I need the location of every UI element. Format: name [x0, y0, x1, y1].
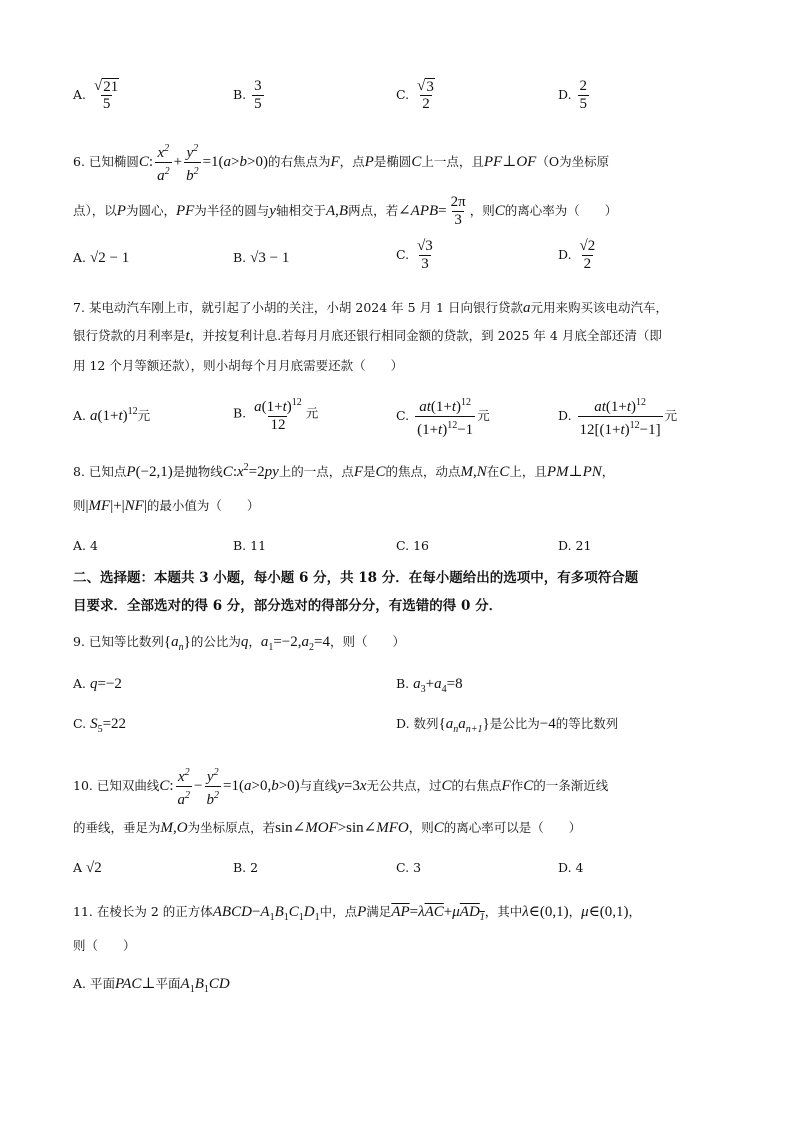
text: 上，且 — [509, 464, 547, 479]
q6-option-c: C. $\frac{√3}{3}$ — [396, 238, 433, 272]
option-label: A — [73, 860, 83, 875]
q8-option-a: A. 4 — [73, 538, 98, 553]
q9-option-b: B. $a_3+a_4=8$ — [396, 676, 463, 695]
text: 8. 已知点 — [73, 464, 127, 479]
q8-option-d: D. 21 — [558, 538, 592, 553]
option-value: √3 − 1 — [250, 250, 290, 266]
q10-option-d: D. 4 — [558, 860, 584, 875]
text: 元用来购买该电动汽车， — [530, 300, 668, 315]
fraction: √ 21 5 — [94, 78, 119, 112]
text: 的一条渐近线 — [533, 778, 609, 793]
fraction: √ 3 2 — [417, 78, 434, 112]
text: ， — [568, 904, 582, 919]
text: 与直线 — [299, 778, 338, 793]
text: ，其中 — [484, 904, 523, 919]
q7-line2: 银行贷款的月利率是t，并按复利计息.若每月月底还银行相同金额的贷款，到 2025 年 4 月底全部还清（即 — [73, 328, 662, 344]
radicand: 3 — [426, 79, 434, 95]
option-label: B. — [396, 676, 410, 691]
text: 的右焦点为 — [267, 154, 331, 169]
option-label: D. — [558, 408, 572, 423]
text: 数列 — [413, 716, 439, 731]
text: 则 — [73, 498, 86, 513]
text: ，则 — [408, 820, 434, 835]
text: ， — [248, 634, 261, 649]
text: ，则（ ） — [329, 634, 405, 649]
option-label: B. — [233, 250, 247, 265]
text: 为圆心， — [125, 203, 176, 218]
text: 11. 在棱长为 2 的正方体 — [73, 904, 213, 919]
q6-line2: 点），以P为圆心，PF为半径的圆与y轴相交于A,B两点，若∠APB= $\frac{2\pi}{3}$ ，则C的离心率为（ ） — [73, 194, 618, 228]
option-value: √2 − 1 — [90, 250, 130, 266]
denominator: 2 — [422, 96, 430, 112]
text: 满足 — [366, 904, 392, 919]
q5-option-b — [233, 78, 266, 113]
q5-option-c — [396, 78, 439, 113]
text: 的垂线，垂足为 — [73, 820, 161, 835]
radicand: 21 — [103, 79, 119, 95]
option-label: A. — [73, 408, 87, 423]
text: 在 — [486, 464, 500, 479]
q6-option-d: D. $\frac{√2}{2}$ — [558, 238, 596, 272]
numerator: 2 — [579, 78, 588, 94]
q8-line1: 8. 已知点P(−2,1)是抛物线$C:x^2=2py$上的一点，点F是C的焦点，动点M,N在C上，且PM⊥PN， — [73, 462, 615, 480]
option-label: D. — [396, 716, 410, 731]
q10-line2: 的垂线，垂足为M,O为坐标原点，若sin∠MOF>sin∠MFO，则C的离心率可以是（ ） — [73, 820, 582, 836]
text: 是椭圆 — [373, 154, 412, 169]
text: 银行贷款的月利率是 — [73, 328, 186, 343]
section-heading-line2: 目要求．全部选对的得 6 分，部分选对的得部分分，有选错的得 0 分． — [73, 598, 503, 614]
q9-option-a: A. q=−2 — [73, 676, 122, 692]
text: 的最小值为（ ） — [146, 498, 260, 513]
q10-option-c: C. 3 — [396, 860, 422, 875]
denominator: 5 — [254, 96, 262, 112]
q9-option-c: C. $S_5=22$ — [73, 716, 127, 735]
option-label: C. — [396, 247, 410, 262]
unit: 元 — [305, 405, 319, 421]
unit: 元 — [664, 408, 678, 423]
text: 9. 已知等比数列 — [73, 634, 164, 649]
q7-line1: 7. 某电动汽车刚上市，就引起了小胡的关注，小胡 2024 年 5 月 1 日向银行贷款a元用来购买该电动汽车， — [73, 300, 668, 316]
text: （O为坐标原 — [536, 154, 610, 169]
text: 7. 某电动汽车刚上市，就引起了小胡的关注，小胡 2024 年 5 月 1 日向银行贷款 — [73, 300, 523, 315]
option-label: C. — [396, 408, 410, 423]
text: 的右焦点 — [451, 778, 502, 793]
text: 6. 已知椭圆 — [73, 154, 139, 169]
text: 为半径的圆与 — [194, 203, 270, 218]
q8-line2: 则|MF|+|NF|的最小值为（ ） — [73, 498, 260, 514]
q11-line1: 11. 在棱长为 2 的正方体$ABCD-A_1B_1C_1D_1$中，点P满足$\overline{AP}=\lambda\overline{AC}+\mu AD_1$，其中λ∈(0,1)，μ∈(0,1)， — [73, 904, 642, 923]
q6-option-a — [73, 248, 129, 268]
denominator: 5 — [579, 96, 588, 112]
q10-line1: 10. 已知双曲线C: $\frac{x^2}{a^2}$ − $\frac{y^2}{b^2}$ =1(a>0,b>0)与直线y=3x无公共点，过C的右焦点F作C的一条渐近线 — [73, 767, 609, 808]
option-label: B. — [233, 87, 247, 102]
q9-option-d: D. 数列$\{a_na_{n+1}\}$是公比为−4的等比数列 — [396, 716, 619, 735]
text: ， — [601, 464, 615, 479]
unit: 元 — [477, 408, 490, 423]
text: 10. 已知双曲线 — [73, 778, 160, 793]
text: 为坐标原点，若 — [187, 820, 276, 835]
q11-line2: 则（ ） — [73, 938, 136, 953]
text: 无公共点，过 — [366, 778, 442, 793]
numerator: 3 — [254, 78, 262, 94]
text: 作 — [510, 778, 524, 793]
option-label: B. — [233, 405, 247, 421]
fraction — [252, 78, 264, 113]
text: ，并按复利计息.若每月月底还银行相同金额的贷款，到 2025 年 4 月底全部还清（即 — [189, 328, 662, 343]
section-heading-line1: 二、选择题：本题共 3 小题，每小题 6 分，共 18 分．在每小题给出的选项中，有多项符合题 — [73, 570, 639, 586]
q5-option-a — [73, 78, 123, 113]
text: ， — [628, 904, 642, 919]
q7-line3 — [73, 356, 403, 376]
unit: 元 — [137, 408, 151, 423]
q7-option-d: D. $\frac{at(1+t)^{12}}{12[(1+t)^{12}-1]}$ 元 — [558, 397, 678, 438]
q10-option-a: A √2 — [73, 860, 102, 876]
q11-option-a: A. 平面PAC⊥平面$A_1B_1CD$ — [73, 976, 230, 995]
q6-option-b — [233, 248, 289, 268]
text: 中，点 — [319, 904, 358, 919]
q8-option-c: C. 16 — [396, 538, 429, 553]
option-label: C. — [396, 87, 410, 102]
option-label: D. — [558, 247, 572, 262]
option-label: A. — [73, 87, 87, 102]
text: 平面 — [155, 976, 181, 991]
q6-line1: 6. 已知椭圆C: $\frac{x^2}{a^2}$ + $\frac{y^2}{b^2}$ =1(a>b>0)的右焦点为F，点P是椭圆C上一点，且PF⊥OF（O为坐标原 — [73, 143, 610, 184]
text: 的公比为 — [190, 634, 241, 649]
option-label: A. — [73, 250, 87, 265]
text: 的等比数列 — [555, 716, 619, 731]
text: 是公比为 — [489, 716, 540, 731]
text: 上一点，且 — [421, 154, 484, 169]
text: A. 平面 — [73, 976, 115, 991]
text: 两点，若 — [348, 203, 399, 218]
text: ，则 — [469, 203, 495, 218]
q10-option-b: B. 2 — [233, 860, 259, 875]
option-label: D. — [558, 87, 572, 102]
fraction — [578, 78, 590, 113]
text: ，点 — [339, 154, 365, 169]
q8-option-b: B. 11 — [233, 538, 267, 553]
q9-line: 9. 已知等比数列$\{a_n\}$的公比为q，$a_1=-2,a_2=4$，则（ ） — [73, 634, 405, 653]
text: 是 — [362, 464, 376, 479]
text: 上的一点，点 — [278, 464, 354, 479]
denominator: 5 — [102, 96, 111, 112]
q7-option-a: A. $a(1+t)^{12}$元 — [73, 406, 151, 424]
text: 轴相交于 — [275, 203, 326, 218]
option-label: A. — [73, 676, 87, 691]
q7-option-b: B. $\frac{a(1+t)^{12}}{12}$ 元 — [233, 397, 319, 433]
text: 的离心率可以是（ ） — [443, 820, 582, 835]
option-label: C. — [73, 716, 87, 731]
text: 用 12 个月等额还款），则小胡每个月月底需要还款（ ） — [73, 358, 404, 373]
q5-option-d — [558, 78, 591, 113]
text: 是抛物线 — [172, 464, 223, 479]
q7-option-c: C. $\frac{at(1+t)^{12}}{(1+t)^{12}-1}$ 元 — [396, 397, 490, 438]
text: 的焦点，动点 — [385, 464, 461, 479]
text: 的离心率为（ ） — [504, 203, 618, 218]
text: 点），以 — [73, 203, 117, 218]
